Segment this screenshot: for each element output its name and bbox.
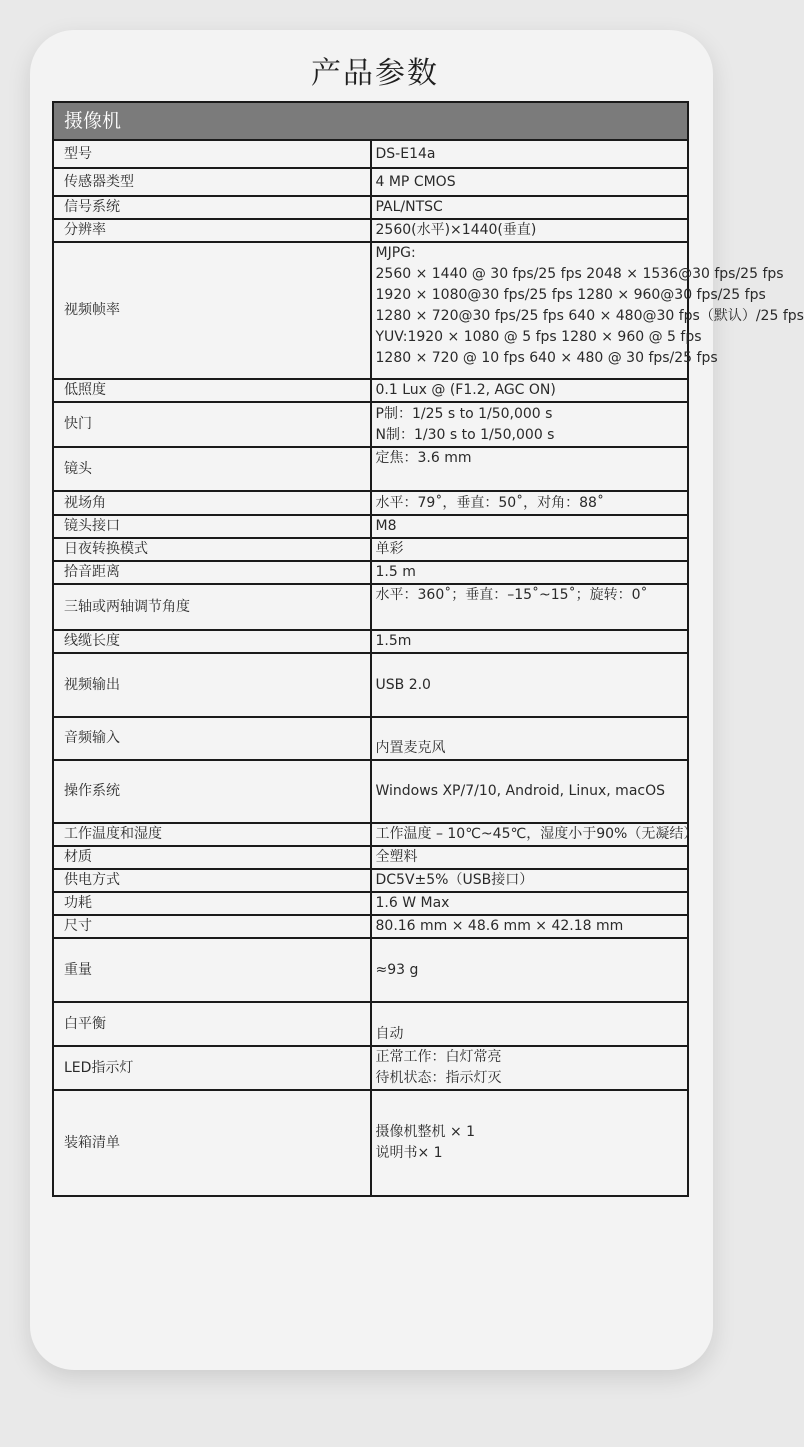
table-row [53,915,688,938]
spec-value [371,653,689,717]
spec-value [371,584,689,630]
table-row [53,869,688,892]
spec-label: 镜头接口 [53,515,371,538]
table-row [53,1046,688,1090]
spec-value-line: M8 [375,518,397,534]
spec-value [371,561,689,584]
table-row [53,561,688,584]
spec-value [371,1002,689,1046]
spec-label: 功耗 [53,892,371,915]
spec-value-line: 0.1 Lux @ (F1.2, AGC ON) [375,382,556,398]
spec-value-line: 摄像机整机 × 1 [375,1124,476,1140]
spec-label: 视频帧率 [53,242,371,379]
spec-value-line: 自动 [375,1026,404,1042]
spec-label: LED指示灯 [53,1046,371,1090]
spec-value [371,1046,689,1090]
spec-value [371,892,689,915]
spec-label: 工作温度和湿度 [53,823,371,846]
spec-value-line: PAL/NTSC [375,199,443,215]
spec-label: 快门 [53,402,371,447]
table-row [53,892,688,915]
spec-value [371,869,689,892]
table-row [53,630,688,653]
spec-value [371,938,689,1002]
table-row [53,447,688,491]
spec-label: 三轴或两轴调节角度 [53,584,371,630]
table-row [53,196,688,219]
spec-value-line: 工作温度 – 10℃~45℃，湿度小于90%（无凝结） [375,826,698,842]
spec-value-line: 2560 × 1440 @ 30 fps/25 fps 2048 × 1536@30 fps/25 fps [375,266,784,282]
spec-label: 日夜转换模式 [53,538,371,561]
spec-label: 型号 [53,140,371,168]
spec-value [371,168,689,196]
spec-label: 低照度 [53,379,371,402]
spec-value [371,402,689,447]
table-row [53,242,688,379]
spec-value-line: 说明书× 1 [375,1145,443,1161]
page-title: 产品参数 [311,56,439,91]
spec-value-line: 内置麦克风 [375,740,446,756]
spec-value-line: DS-E14a [375,145,436,162]
spec-value-line: Windows XP/7/10, Android, Linux, macOS [375,783,666,799]
spec-label: 视频输出 [53,653,371,717]
spec-label: 供电方式 [53,869,371,892]
spec-value [371,538,689,561]
spec-value-line: 1280 × 720@30 fps/25 fps 640 × 480@30 fps（默认）/25 fps [375,308,804,324]
spec-value-line: 正常工作：白灯常亮 [375,1049,502,1065]
spec-value-line: N制：1/30 s to 1/50,000 s [375,426,555,443]
spec-label: 信号系统 [53,196,371,219]
spec-value [371,823,698,846]
spec-label: 拾音距离 [53,561,371,584]
table-row [53,823,688,846]
spec-value [371,915,689,938]
table-row [53,584,688,630]
spec-label: 白平衡 [53,1002,371,1046]
spec-label: 重量 [53,938,371,1002]
spec-value-line: 待机状态：指示灯灭 [375,1070,502,1086]
spec-value [371,140,689,168]
spec-label: 镜头 [53,447,371,491]
spec-label: 音频输入 [53,717,371,760]
table-row [53,219,688,242]
spec-value [371,447,689,491]
spec-label: 传感器类型 [53,168,371,196]
table-header-row [53,102,688,140]
table-row [53,653,688,717]
spec-value [371,196,689,219]
spec-value [371,242,804,379]
spec-value-line: 4 MP CMOS [375,173,456,190]
spec-value-line: 水平：79˚，垂直：50˚，对角：88˚ [375,494,604,511]
spec-value-line: ≈93 g [375,961,419,978]
spec-value-line: 1920 × 1080@30 fps/25 fps 1280 × 960@30 fps/25 fps [375,287,766,303]
spec-value-line: 单彩 [375,541,404,557]
spec-value-line: YUV:1920 × 1080 @ 5 fps 1280 × 960 @ 5 fps [375,329,702,345]
table-row [53,140,688,168]
spec-label: 材质 [53,846,371,869]
spec-value [371,379,689,402]
spec-value [371,1090,689,1196]
spec-value-line: 定焦：3.6 mm [375,450,472,466]
section-header: 摄像机 [53,102,688,140]
spec-value-line: 2560(水平)×1440(垂直) [375,222,537,238]
spec-value-line: USB 2.0 [375,676,431,693]
spec-value [371,717,689,760]
table-row [53,717,688,760]
spec-value-line: 80.16 mm × 48.6 mm × 42.18 mm [375,918,624,934]
spec-value-line: MJPG: [375,245,416,261]
spec-value-line: 水平：360˚；垂直：–15˚~15˚；旋转：0˚ [375,587,648,603]
table-row [53,491,688,515]
spec-label: 线缆长度 [53,630,371,653]
spec-value [371,846,689,869]
table-row [53,538,688,561]
spec-value [371,491,689,515]
spec-label: 尺寸 [53,915,371,938]
table-row [53,846,688,869]
spec-label: 操作系统 [53,760,371,823]
spec-value [371,760,689,823]
table-row [53,1090,688,1196]
table-row [53,379,688,402]
spec-value-line: DC5V±5%（USB接口） [375,872,534,888]
spec-value [371,630,689,653]
spec-label: 装箱清单 [53,1090,371,1196]
spec-value-line: 1.6 W Max [375,895,450,911]
spec-value-line: 1.5 m [375,564,416,580]
table-row [53,1002,688,1046]
spec-label: 视场角 [53,491,371,515]
spec-value [371,219,689,242]
spec-value-line: 全塑料 [375,849,418,865]
table-row [53,168,688,196]
table-row [53,515,688,538]
spec-value-line: P制：1/25 s to 1/50,000 s [375,405,553,422]
spec-value-line: 1280 × 720 @ 10 fps 640 × 480 @ 30 fps/25 fps [375,350,718,366]
table-row [53,402,688,447]
spec-table [52,101,804,1197]
spec-value-line: 1.5m [375,633,412,649]
spec-label: 分辨率 [53,219,371,242]
table-row [53,760,688,823]
table-row [53,938,688,1002]
spec-value [371,515,689,538]
